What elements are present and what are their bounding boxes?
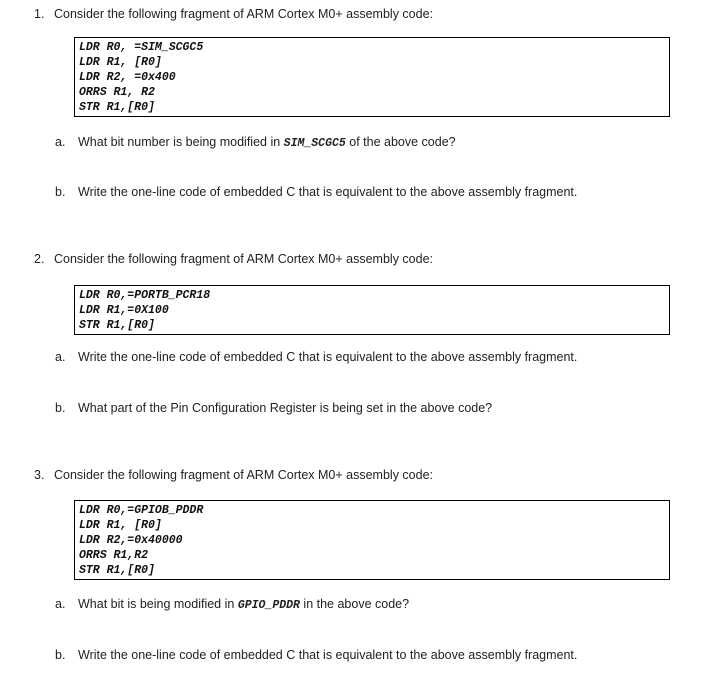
- question-1b-text: Write the one-line code of embedded C that is equivalent to the above assembly fragment.: [78, 185, 578, 199]
- question-2-number: 2.: [34, 252, 45, 266]
- question-3b-text: Write the one-line code of embedded C that is equivalent to the above assembly fragment.: [78, 648, 578, 662]
- code-line: LDR R1, [R0]: [79, 56, 162, 69]
- question-2a-text: Write the one-line code of embedded C that is equivalent to the above assembly fragment.: [78, 350, 578, 364]
- code-line: LDR R1,=0X100: [79, 304, 169, 317]
- question-3a-text-after: in the above code?: [299, 597, 410, 611]
- code-line: STR R1,[R0]: [79, 564, 155, 577]
- question-3-prompt: Consider the following fragment of ARM Cortex M0+ assembly code:: [54, 468, 433, 482]
- question-1b-letter: b.: [55, 185, 66, 199]
- question-2b-text: What part of the Pin Configuration Register is being set in the above code?: [78, 401, 493, 415]
- question-1-code-box: [74, 37, 670, 117]
- code-line: STR R1,[R0]: [79, 101, 155, 114]
- question-3a-letter: a.: [55, 597, 66, 611]
- code-line: ORRS R1,R2: [79, 549, 149, 562]
- question-2b-letter: b.: [55, 401, 66, 415]
- question-1a-text: [78, 134, 456, 152]
- question-3a-text-before: What bit is being modified in: [78, 597, 238, 611]
- question-1a-text-before: What bit number is being modified in: [78, 135, 284, 149]
- code-line: LDR R2,=0x40000: [79, 534, 183, 547]
- question-1-prompt: Consider the following fragment of ARM Cortex M0+ assembly code:: [54, 7, 433, 21]
- code-line: STR R1,[R0]: [79, 319, 155, 332]
- question-3b-letter: b.: [55, 648, 66, 662]
- code-line: ORRS R1, R2: [79, 86, 155, 99]
- question-3-number: 3.: [34, 468, 45, 482]
- question-3a-register: GPIO_PDDR: [237, 599, 300, 612]
- question-1a-text-after: of the above code?: [345, 135, 456, 149]
- question-3a-text: [78, 596, 409, 614]
- question-1-number: 1.: [34, 7, 45, 21]
- question-2a-letter: a.: [55, 350, 66, 364]
- code-line: LDR R0,=GPIOB_PDDR: [79, 504, 204, 517]
- question-1a-letter: a.: [55, 135, 66, 149]
- code-line: LDR R0, =SIM_SCGC5: [79, 41, 204, 54]
- code-line: LDR R0,=PORTB_PCR18: [79, 289, 211, 302]
- question-3-code-box: [74, 500, 670, 580]
- code-line: LDR R2, =0x400: [79, 71, 176, 84]
- code-line: LDR R1, [R0]: [79, 519, 162, 532]
- question-2-prompt: Consider the following fragment of ARM Cortex M0+ assembly code:: [54, 252, 433, 266]
- question-1a-register: SIM_SCGC5: [283, 137, 346, 150]
- question-2-code-box: [74, 285, 670, 335]
